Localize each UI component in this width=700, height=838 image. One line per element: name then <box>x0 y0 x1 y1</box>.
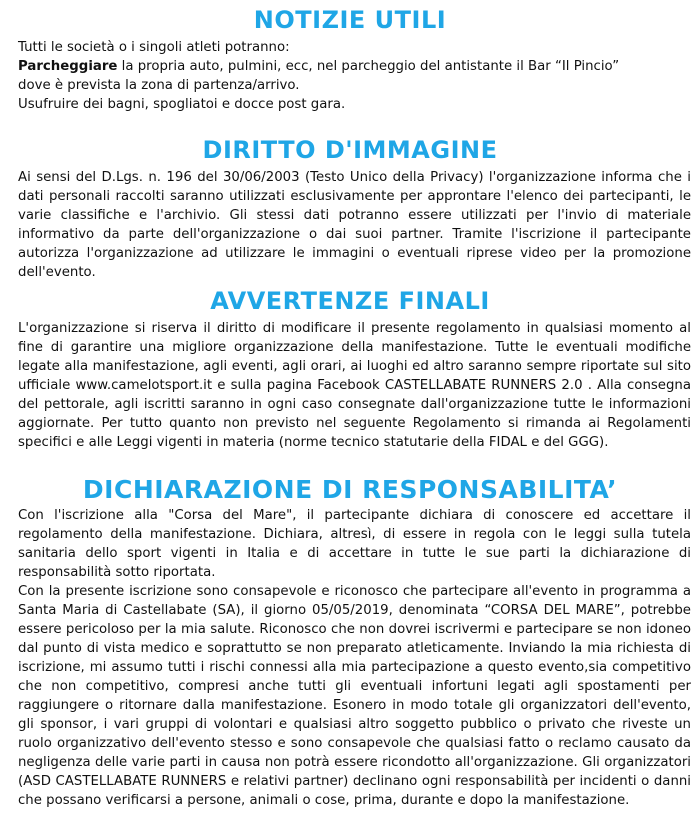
avvertenze-text: L'organizzazione si riserva il diritto di modificare il presente regolamento in qualsiasi momento al fine di garantire una migliore organizzazione della manifestazione. Tutte le eventuali modifiche legate alla manifestazione, agli eventi, agli orari, ai luoghi ed altro saranno sempre riportate sul sito ufficiale www.camelotsport.it e sulla pagina Facebook CASTELLABATE RUNNERS 2.0 . Alla consegna del pettorale, agli iscritti saranno in ogni caso consegnate dall'organizzazione tutte le informazioni aggiornate. Per tutto quanto non previsto nel seguente Regolamento si rimanda ai Regolamenti specifici e alle Leggi vigenti in materia (norme tecnico statutarie della FIDAL e del GGG). <box>18 321 691 450</box>
dichiarazione-para2: Con la presente iscrizione sono consapevole e riconosco che partecipare all'evento in programma a Santa Maria di Castellabate (SA), il giorno 05/05/2019, denominata “CORSA DEL MARE”, potrebbe essere pericoloso per la mia salute. Riconosco che non dovrei iscrivermi e partecipare se non idoneo dal punto di vista medico e soprattutto se non preparato atleticamente. Inviando la mia richiesta di iscrizione, mi assumo tutti i rischi connessi alla mia partecipazione a questo evento,sia competitivo che non competitivo, compresi anche tutti gli eventuali infortuni legati agli spostamenti per raggiungere o ritornare dalla manifestazione. Esonero in modo totale gli organizzatori dell'evento, gli sponsor, i vari gruppi di volontari e qualsiasi altro soggetto pubblico o privato che riveste un ruolo organizzativo dell'evento stesso e sono consapevole che qualsiasi fatto o reclamo causato da negligenza delle varie parti in causa non potrà essere ricondotto all'organizzazione. Gli organizzatori (ASD CASTELLABATE RUNNERS e relativi partner) declinano ogni responsabilità per incidenti o danni che possano verificarsi a persone, animali o cose, prima, durante e dopo la manifestazione. <box>18 584 691 808</box>
dichiarazione-para1: Con l'iscrizione alla "Corsa del Mare", il partecipante dichiara di conoscere ed accettare il regolamento della manifestazione. Dichiara, altresì, di essere in regola con le leggi sulla tutela sanitaria dello sport vigenti in Italia e di accettare in tutte le sue parti la dichiarazione di responsabilità sotto riportata. <box>18 508 691 580</box>
section-dichiarazione <box>18 506 691 810</box>
section-title-dichiarazione: DICHIARAZIONE DI RESPONSABILITA’ <box>82 475 618 504</box>
parcheggio-text: la propria auto, pulmini, ecc, nel parcheggio del antistante il Bar “Il Pincio” <box>117 59 620 74</box>
section-title-diritto-immagine: DIRITTO D'IMMAGINE <box>202 136 498 164</box>
notizie-parcheggio-line2: dove è prevista la zona di partenza/arrivo. <box>18 78 300 93</box>
section-avvertenze-finali <box>18 319 691 452</box>
section-title-notizie-utili: NOTIZIE UTILI <box>253 6 447 34</box>
notizie-intro: Tutti le società o i singoli atleti potranno: <box>18 40 290 55</box>
diritto-text: Ai sensi del D.Lgs. n. 196 del 30/06/2003 (Testo Unico della Privacy) l'organizzazione informa che i dati personali raccolti saranno utilizzati esclusivamente per approntare l'elenco dei partecipanti, le varie classifiche e l'archivio. Gli stessi dati potranno essere utilizzati per l'invio di materiale informativo da parte dell'organizzazione o dai suoi partner. Tramite l'iscrizione il partecipante autorizza l'organizzazione ad utilizzare le immagini o eventuali riprese video per la promozione dell'evento. <box>18 170 691 280</box>
notizie-bagni: Usufruire dei bagni, spogliatoi e docce post gara. <box>18 97 346 112</box>
section-diritto-immagine <box>18 168 691 282</box>
notizie-parcheggio <box>18 57 691 76</box>
section-title-avvertenze-finali: AVVERTENZE FINALI <box>210 287 490 315</box>
section-notizie-utili <box>18 38 691 114</box>
parcheggiare-bold: Parcheggiare <box>18 59 118 74</box>
